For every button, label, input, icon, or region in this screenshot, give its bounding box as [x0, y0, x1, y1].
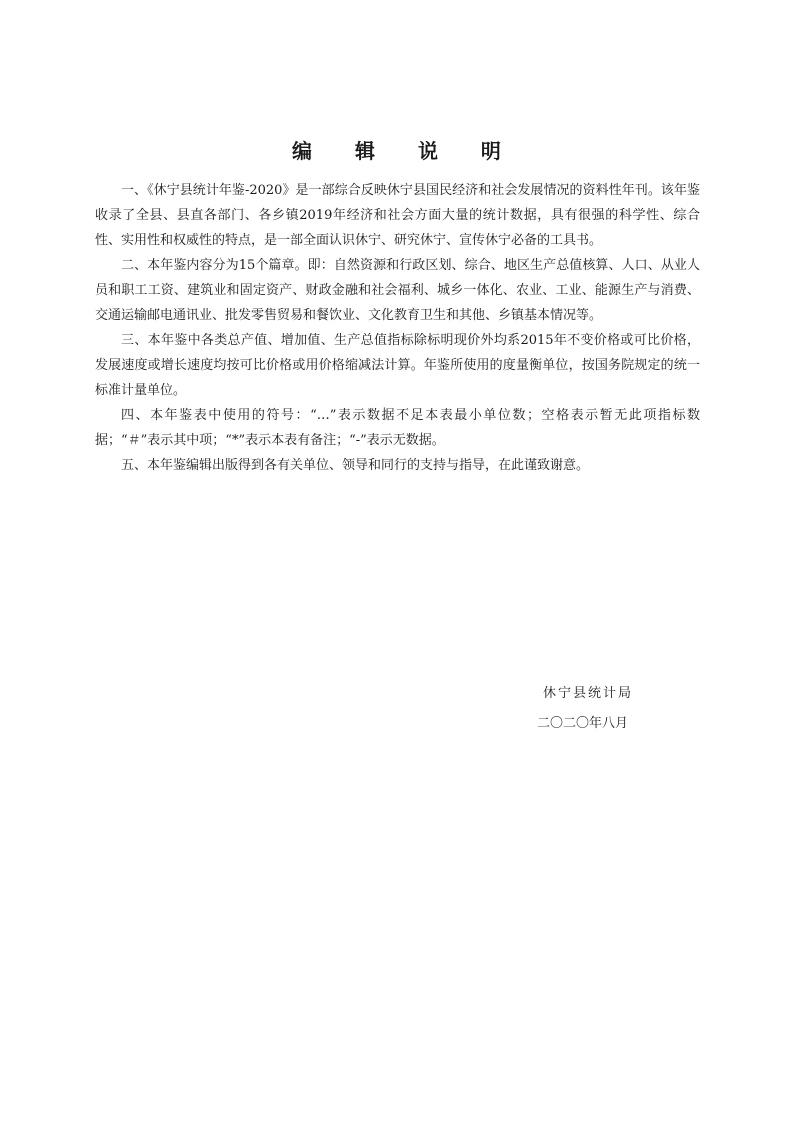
signature-block	[537, 679, 740, 739]
note-paragraph-4: 四、本年鉴表中使用的符号：“…”表示数据不足本表最小单位数；空格表示暂无此项指标数据；“＃”表示其中项；“*”表示本表有备注；“-”表示无数据。	[95, 408, 700, 448]
signature-date: 二〇二〇年八月	[537, 716, 629, 731]
page-title: 编 辑 说 明	[292, 139, 519, 163]
note-paragraph-1: 一、《休宁县统计年鉴-2020》是一部综合反映休宁县国民经济和社会发展情况的资料性年刊。该年鉴收录了全县、县直各部门、各乡镇2019年经济和社会方面大量的统计数据，具有很强的科学性、综合性、实用性和权威性的特点，是一部全面认识休宁、研究休宁、宣传休宁必备的工具书。	[95, 183, 700, 248]
editorial-notes	[95, 178, 700, 478]
note-paragraph-5: 五、本年鉴编辑出版得到各有关单位、领导和同行的支持与指导，在此谨致谢意。	[121, 458, 590, 473]
note-paragraph-3: 三、本年鉴中各类总产值、增加值、生产总值指标除标明现价外均系2015年不变价格或可比价格，发展速度或增长速度均按可比价格或用价格缩减法计算。年鉴所使用的度量衡单位，按国务院规定的统一标准计量单位。	[95, 333, 700, 398]
note-paragraph-2: 二、本年鉴内容分为15个篇章。即：自然资源和行政区划、综合、地区生产总值核算、人口、从业人员和职工工资、建筑业和固定资产、财政金融和社会福利、城乡一体化、农业、工业、能源生产与消费、交通运输邮电通讯业、批发零售贸易和餐饮业、文化教育卫生和其他、乡镇基本情况等。	[95, 258, 700, 323]
signature-organization: 休宁县统计局	[543, 686, 634, 701]
